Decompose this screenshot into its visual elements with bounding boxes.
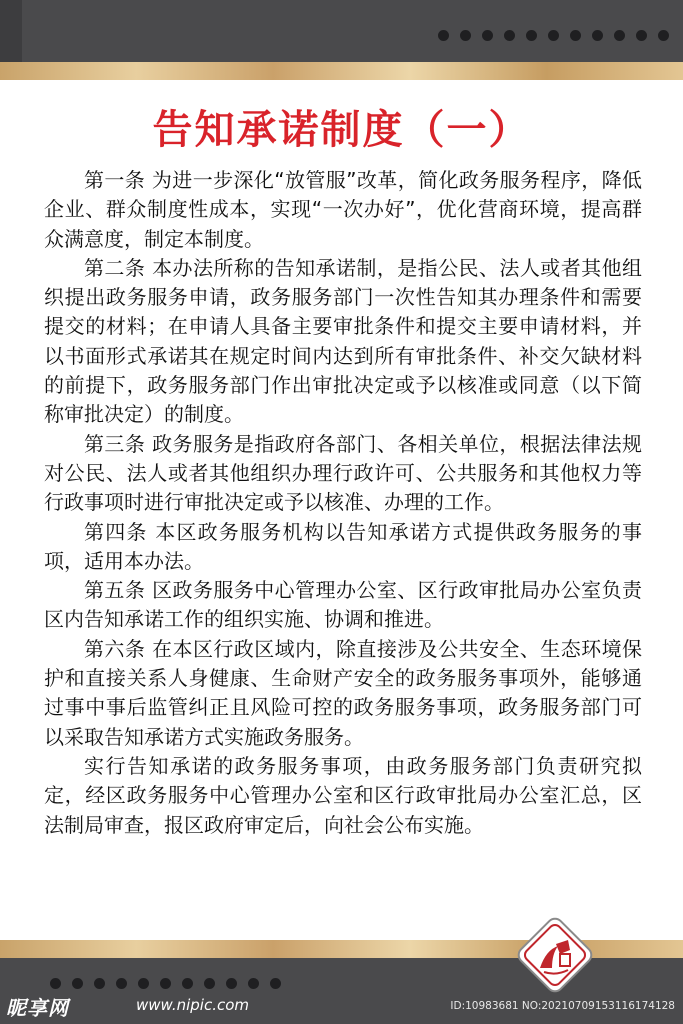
top-gold-band — [0, 62, 683, 80]
dot-icon — [482, 30, 493, 41]
paragraph-article-4: 第四条 本区政务服务机构以告知承诺方式提供政务服务的事项，适用本办法。 — [44, 519, 642, 573]
dot-icon — [526, 30, 537, 41]
document-body — [44, 166, 642, 840]
dot-icon — [226, 978, 237, 989]
dot-icon — [592, 30, 603, 41]
dot-icon — [438, 30, 449, 41]
dot-icon — [658, 30, 669, 41]
page-title: 告知承诺制度（一） — [152, 106, 531, 153]
dot-icon — [248, 978, 259, 989]
dot-icon — [182, 978, 193, 989]
dot-icon — [50, 978, 61, 989]
dot-icon — [94, 978, 105, 989]
footer-site: www.nipic.com — [136, 996, 250, 1014]
dot-icon — [548, 30, 559, 41]
paragraph-article-3: 第三条 政务服务是指政府各部门、各相关单位，根据法律法规对公民、法人或者其他组织办理行政许可、公共服务和其他权力等行政事项时进行审批决定或予以核准、办理的工作。 — [44, 431, 642, 515]
dot-icon — [116, 978, 127, 989]
dot-icon — [636, 30, 647, 41]
dot-icon — [614, 30, 625, 41]
paragraph-article-6: 第六条 在本区行政区域内，除直接涉及公共安全、生态环境保护和直接关系人身健康、生命财产安全的政务服务事项外，能够通过事中事后监管纠正且风险可控的政务服务事项，政务服务部门可以采取告知承诺方式实施政务服务。 — [44, 636, 642, 749]
top-dots — [438, 30, 669, 41]
dot-icon — [460, 30, 471, 41]
government-service-logo-icon — [510, 910, 600, 1000]
dot-icon — [72, 978, 83, 989]
paragraph-article-1: 第一条 为进一步深化“放管服”改革，简化政务服务程序，降低企业、群众制度性成本，实现“一次办好”，优化营商环境，提高群众满意度，制定本制度。 — [44, 168, 642, 251]
paragraph-closing: 实行告知承诺的政务服务事项，由政务服务部门负责研究拟定，经区政务服务中心管理办公室和区行政审批局办公室汇总，区法制局审查，报区政府审定后，向社会公布实施。 — [44, 753, 642, 837]
paragraph-article-5: 第五条 区政务服务中心管理办公室、区行政审批局办公室负责区内告知承诺工作的组织实施、协调和推进。 — [44, 578, 642, 632]
dot-icon — [138, 978, 149, 989]
bottom-dots — [50, 978, 281, 989]
dot-icon — [160, 978, 171, 989]
footer-brand: 昵享网 — [6, 996, 69, 1020]
dot-icon — [204, 978, 215, 989]
footer-id: ID:10983681 NO:20210709153116174128 — [450, 1000, 675, 1012]
top-decorative-bar — [0, 0, 683, 62]
paragraph-article-2: 第二条 本办法所称的告知承诺制，是指公民、法人或者其他组织提出政务服务申请，政务服务部门一次性告知其办理条件和需要提交的材料；在申请人具备主要审批条件和提交主要申请材料，并以书面形式承诺其在规定时间内达到所有审批条件、补交欠缺材料的前提下，政务服务部门作出审批决定或予以核准或同意（以下简称审批决定）的制度。 — [44, 255, 642, 427]
dot-icon — [270, 978, 281, 989]
dot-icon — [504, 30, 515, 41]
dot-icon — [570, 30, 581, 41]
